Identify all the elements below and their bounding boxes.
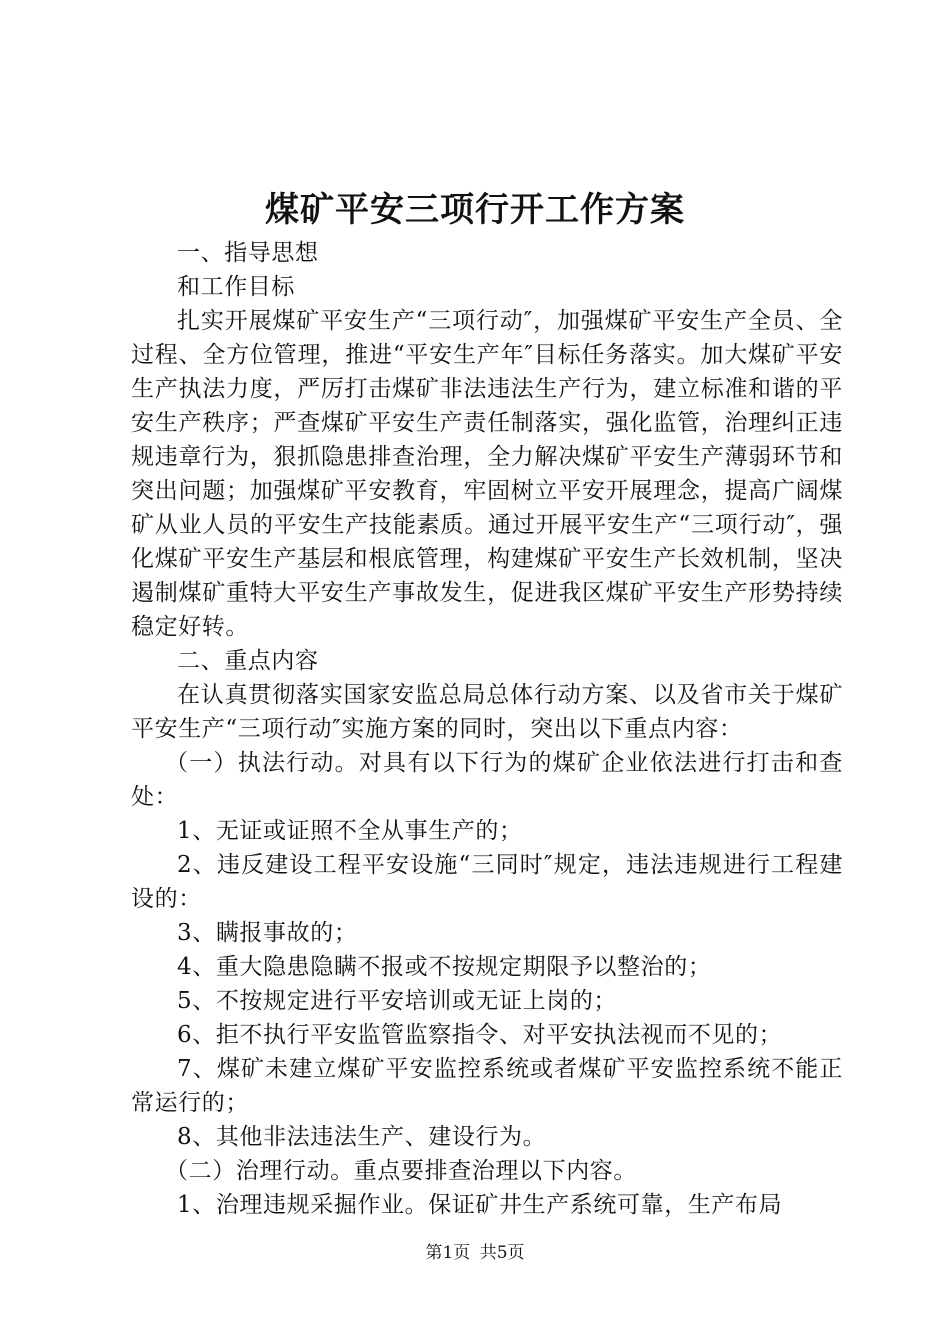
section-heading: 一、指导思想 bbox=[177, 240, 319, 266]
section-heading: 二、重点内容 bbox=[177, 648, 319, 674]
list-item: 2、违反建设工程平安设施“三同时″规定，违法违规进行工程建设的： bbox=[131, 852, 843, 912]
paragraph: 在认真贯彻落实国家安监总局总体行动方案、以及省市关于煤矿平安生产“三项行动″实施方案的同时，突出以下重点内容： bbox=[131, 682, 843, 742]
page-footer bbox=[0, 1241, 950, 1265]
list-item: 6、拒不执行平安监管监察指令、对平安执法视而不见的； bbox=[177, 1022, 783, 1048]
list-item: 1、治理违规采掘作业。保证矿井生产系统可靠，生产布局 bbox=[177, 1192, 783, 1218]
document-body bbox=[131, 236, 843, 1222]
page-total: 共5页 bbox=[479, 1243, 525, 1263]
list-item: 8、其他非法违法生产、建设行为。 bbox=[177, 1124, 547, 1150]
list-item: 3、瞒报事故的； bbox=[177, 920, 358, 946]
section-heading-continued: 和工作目标 bbox=[177, 274, 295, 300]
subsection-paragraph: （二）治理行动。重点要排查治理以下内容。 bbox=[165, 1158, 637, 1184]
subsection-paragraph: （一）执法行动。对具有以下行为的煤矿企业依法进行打击和查处： bbox=[131, 750, 843, 810]
list-item: 4、重大隐患隐瞒不报或不按规定期限予以整治的； bbox=[177, 954, 712, 980]
page-number: 第1页 bbox=[425, 1243, 471, 1263]
document-title: 煤矿平安三项行开工作方案 bbox=[265, 190, 685, 230]
list-item: 7、煤矿未建立煤矿平安监控系统或者煤矿平安监控系统不能正常运行的； bbox=[131, 1056, 843, 1116]
list-item: 5、不按规定进行平安培训或无证上岗的； bbox=[177, 988, 618, 1014]
list-item: 1、无证或证照不全从事生产的； bbox=[177, 818, 523, 844]
paragraph: 扎实开展煤矿平安生产“三项行动″，加强煤矿平安生产全员、全过程、全方位管理，推进“平安生产年″目标任务落实。加大煤矿平安生产执法力度，严厉打击煤矿非法违法生产行为，建立标准和谐的平安生产秩序；严查煤矿平安生产责任制落实，强化监管，治理纠正违规违章行为，狠抓隐患排查治理，全力解决煤矿平安生产薄弱环节和突出问题；加强煤矿平安教育，牢固树立平安开展理念，提高广阔煤矿从业人员的平安生产技能素质。通过开展平安生产“三项行动″，强化煤矿平安生产基层和根底管理，构建煤矿平安生产长效机制，坚决遏制煤矿重特大平安生产事故发生，促进我区煤矿平安生产形势持续稳定好转。 bbox=[131, 308, 843, 640]
